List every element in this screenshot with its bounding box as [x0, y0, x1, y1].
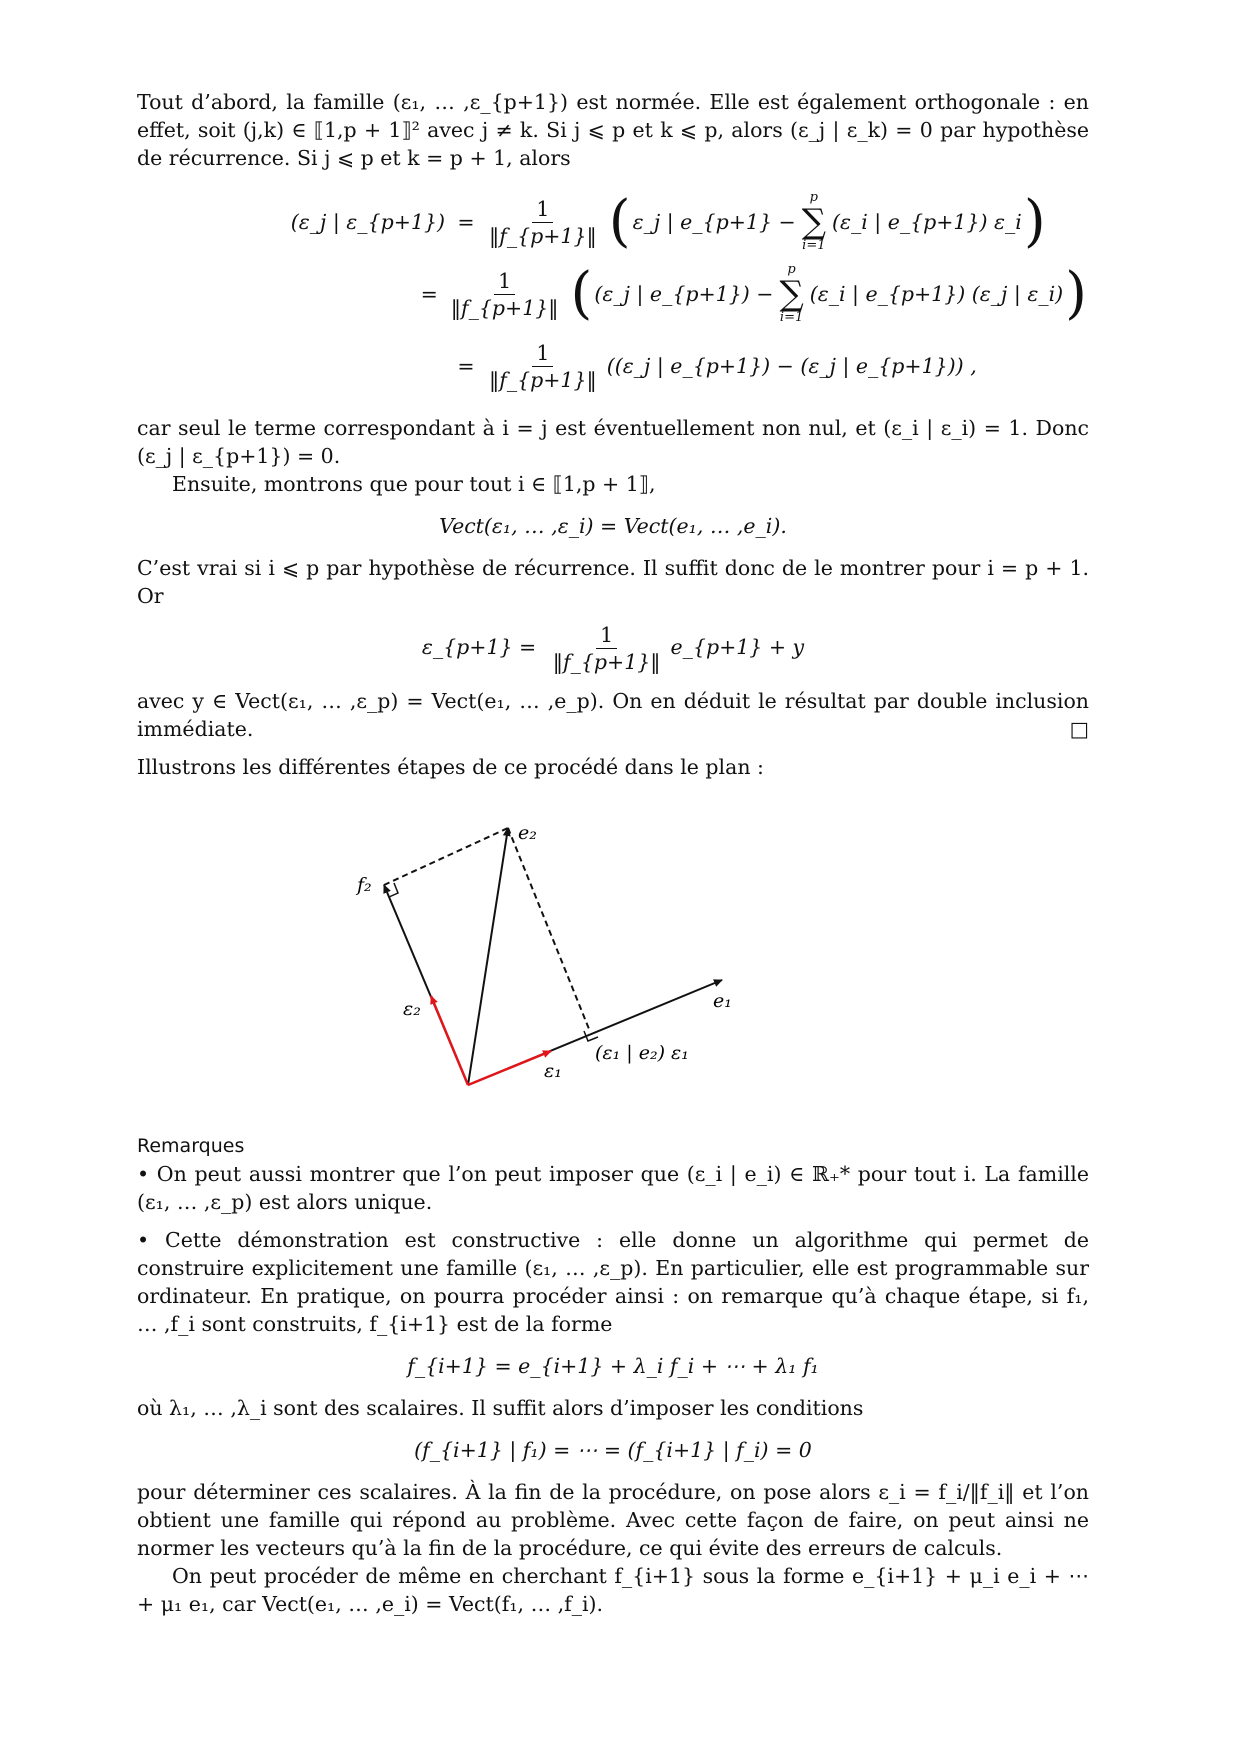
right-paren: ) — [1065, 261, 1087, 326]
dashed-line-e2-proj — [508, 828, 589, 1029]
remark-scalars: où λ₁, … ,λ_i sont des scalaires. Il suffit alors d’imposer les conditions — [137, 1396, 864, 1420]
equation-conditions: (f_{i+1} | f₁) = ⋯ = (f_{i+1} | f_i) = 0 — [414, 1438, 812, 1462]
vector-eps1 — [468, 1051, 551, 1085]
equation-lhs: (ε_j | ε_{p+1}) — [290, 210, 445, 234]
row2-term-a: (ε_j | e_{p+1}) − — [594, 282, 774, 306]
fraction: $\frac{1}{‖f\_\{p+1\}‖}$ — [489, 196, 597, 248]
label-e2: e₂ — [518, 822, 537, 844]
qed-icon: □ — [1069, 717, 1089, 741]
sum-symbol: p ∑ i=1 — [779, 262, 804, 325]
vector-eps2 — [431, 996, 468, 1085]
row1-term-b: (ε_i | e_{p+1}) ε_i — [831, 210, 1022, 234]
right-paren: ) — [1023, 189, 1046, 254]
paragraph-conclusion: car seul le terme correspondant à i = j est éventuellement non nul, et (ε_i | ε_i) = 1. Donc (ε_j | ε_{p+1}) = 0. — [137, 416, 1089, 468]
row1-term-a: ε_j | e_{p+1} − — [632, 210, 796, 234]
equals-sign: = — [420, 282, 438, 306]
remark-1: • On peut aussi montrer que l’on peut imposer que (ε_i | e_i) ∈ ℝ₊* pour tout i. La famille (ε₁, … ,ε_p) est alors unique. — [137, 1162, 1089, 1214]
paragraph-illustration: Illustrons les différentes étapes de ce procédé dans le plan : — [137, 755, 764, 779]
left-paren: ( — [570, 261, 593, 326]
equation-row-3 — [137, 330, 1089, 402]
right-angle-f2 — [389, 883, 398, 897]
section-title-remarques: Remarques — [137, 1135, 245, 1157]
sum-symbol: p ∑ i=1 — [801, 190, 826, 253]
equals-sign: = — [457, 210, 475, 234]
row2-term-b: (ε_i | e_{p+1}) (ε_j | ε_i) — [809, 282, 1064, 306]
fraction: $\frac{1}{‖f\_\{p+1\}‖}$ — [450, 268, 559, 320]
paragraph-inclusion: avec y ∈ Vect(ε₁, … ,ε_p) = Vect(e₁, … ,e_p). On en déduit le résultat par double inclusion immédiate. □ — [137, 689, 1089, 741]
label-projection: (ε₁ | e₂) ε₁ — [595, 1042, 689, 1064]
equation-orthogonality — [137, 186, 1089, 402]
left-paren: ( — [608, 189, 631, 254]
row3-term: ((ε_j | e_{p+1}) − (ε_j | e_{p+1})) , — [606, 354, 977, 378]
label-eps2: ε₂ — [403, 998, 421, 1020]
paragraph-recurrence: C’est vrai si i ⩽ p par hypothèse de récurrence. Il suffit donc de le montrer pour i = p + 1. Or — [137, 556, 1089, 608]
remark-normalization: pour déterminer ces scalaires. À la fin de la procédure, on pose alors ε_i = f_i/‖f_i‖ et l’on obtient une famille qui répond au problème. Avec cette façon de faire, on peut ainsi ne normer les vecteurs qu’à la fin de la procédure, ce qui évite des erreurs de calculs. — [137, 1480, 1089, 1560]
label-eps1: ε₁ — [544, 1060, 562, 1082]
equals-sign: = — [457, 354, 475, 378]
page-content — [137, 88, 1089, 1618]
remark-mu: On peut procéder de même en cherchant f_{i+1} sous la forme e_{i+1} + μ_i e_i + ⋯ + μ₁ e₁, car Vect(e₁, … ,e_i) = Vect(f₁, … ,f_i). — [137, 1564, 1089, 1616]
equation-eps: ε_{p+1} = $\frac{1}{‖f\_\{p+1\}‖}$ e_{p+1} + y — [421, 623, 805, 674]
label-e1: e₁ — [713, 990, 732, 1012]
equation-row-2 — [137, 258, 1089, 330]
fraction: $\frac{1}{‖f\_\{p+1\}‖}$ — [552, 623, 661, 674]
label-f2: f₂ — [357, 874, 372, 896]
equation-row-1 — [137, 186, 1089, 258]
equation-f-form: f_{i+1} = e_{i+1} + λ_i f_i + ⋯ + λ₁ f₁ — [407, 1354, 819, 1378]
gram-schmidt-figure — [137, 785, 1089, 1120]
paragraph-next: Ensuite, montrons que pour tout i ∈ ⟦1,p + 1⟧, — [172, 472, 656, 496]
equation-vect: Vect(ε₁, … ,ε_i) = Vect(e₁, … ,e_i). — [439, 514, 787, 538]
fraction: $\frac{1}{‖f\_\{p+1\}‖}$ — [489, 340, 597, 392]
remark-2: • Cette démonstration est constructive : elle donne un algorithme qui permet de construire explicitement une famille (ε₁, … ,ε_p). En particulier, elle est programmable sur ordinateur. En pratique, on pourra procéder ainsi : on remarque qu’à chaque étape, si f₁, … ,f_i sont construits, f_{i+1} est de la forme — [137, 1228, 1089, 1336]
vector-e2 — [468, 828, 508, 1085]
dashed-line-f2-e2 — [384, 828, 508, 885]
paragraph-intro: Tout d’abord, la famille (ε₁, … ,ε_{p+1}) est normée. Elle est également orthogonale : en effet, soit (j,k) ∈ ⟦1,p + 1⟧² avec j ≠ k. Si j ⩽ p et k ⩽ p, alors (ε_j | ε_k) = 0 par hypothèse de récurrence. Si j ⩽ p et k = p + 1, alors — [137, 90, 1089, 170]
